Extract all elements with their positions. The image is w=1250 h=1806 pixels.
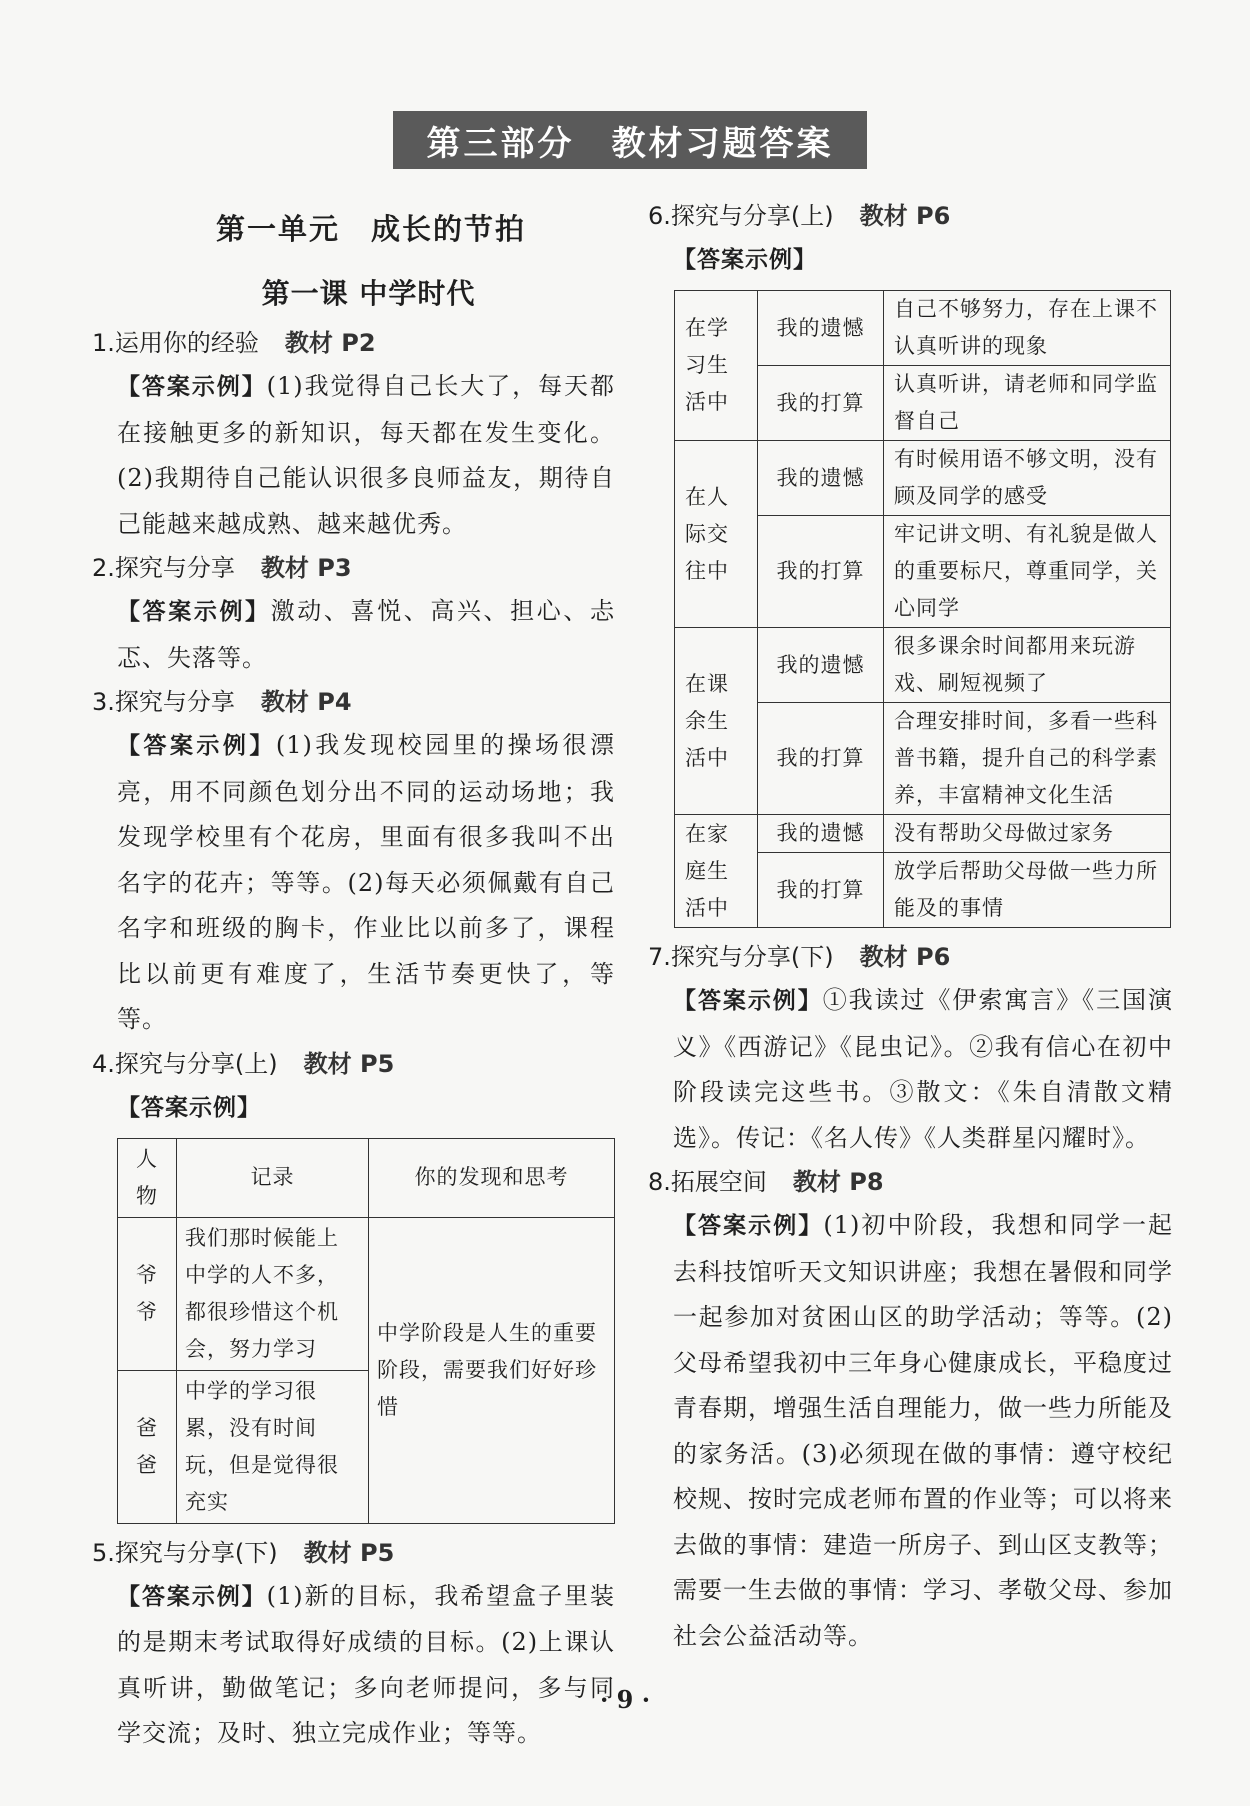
table-cell: 合理安排时间，多看一些科普书籍，提升自己的科学素养，丰富精神文化生活: [884, 703, 1171, 815]
question-title: 6.探究与分享(上): [648, 202, 834, 230]
question-title: 3.探究与分享: [92, 688, 235, 716]
answer-tag: 【答案示例】: [117, 733, 276, 759]
question-title: 4.探究与分享(上): [92, 1049, 278, 1078]
table-cell: 自己不够努力，存在上课不认真听讲的现象: [884, 291, 1171, 366]
table-cell: 我们那时候能上中学的人不多，都很珍惜这个机会，努力学习: [177, 1217, 369, 1370]
table-row: [675, 291, 1171, 366]
answer-text: (1)新的目标，我希望盒子里装的是期末考试取得好成绩的目标。(2)上课认真听讲，勤做笔记；多向老师提问，多与同学交流；及时、独立完成作业；等等。: [117, 1581, 616, 1747]
right-column: [648, 195, 1173, 1659]
table-cell: 认真听讲，请老师和同学监督自己: [884, 366, 1171, 441]
table-cell-area: 在学习生活中: [675, 291, 758, 441]
table-row: [675, 628, 1171, 703]
question-3-answer: [92, 723, 615, 1043]
textbook-reference: 教材 P5: [303, 1538, 395, 1567]
section-header: 第三部分 教材习题答案: [395, 113, 865, 167]
question-7-heading: [648, 936, 1173, 978]
question-8-answer: [648, 1203, 1173, 1659]
question-6-answer-tag: [648, 237, 1173, 282]
question-title: 5.探究与分享(下): [92, 1538, 278, 1567]
unit-title: 第一单元 成长的节拍: [215, 212, 526, 246]
table-cell-label: 我的打算: [758, 703, 884, 815]
table-cell-label: 我的打算: [758, 366, 884, 441]
answer-text: 激动、喜悦、高兴、担心、忐忑、失落等。: [117, 597, 616, 672]
answer-text: (1)我觉得自己长大了，每天都在接触更多的新知识，每天都在发生变化。(2)我期待自己能认识很多良师益友，期待自己能越来越成熟、越来越优秀。: [117, 372, 616, 538]
table-cell: 中学的学习很累，没有时间玩，但是觉得很充实: [177, 1370, 369, 1523]
table-cell-label: 我的遗憾: [758, 441, 884, 516]
table-cell-area: 在家庭生活中: [675, 815, 758, 928]
question-7-answer: [648, 978, 1173, 1161]
left-column: [92, 195, 615, 1757]
question-6-heading: [648, 195, 1173, 237]
table-cell-label: 我的打算: [758, 516, 884, 628]
table-cell-label: 我的遗憾: [758, 291, 884, 366]
question-title: 2.探究与分享: [92, 554, 235, 582]
answer-text: (1)初中阶段，我想和同学一起去科技馆听天文知识讲座；我想在暑假和同学一起参加对贫困山区的助学活动；等等。(2)父母希望我初中三年身心健康成长，平稳度过青春期，增强生活自理能力，做一些力所能及的家务活。(3)必须现在做的事情：遵守校纪校规、按时完成老师布置的作业等；可以将来去做的事情：建造一所房子、到山区支教等；需要一生去做的事情：学习、孝敬父母、参加社会公益活动等。: [673, 1211, 1174, 1650]
question-title: 7.探究与分享(下): [648, 943, 834, 971]
answer-text: ①我读过《伊索寓言》《三国演义》《西游记》《昆虫记》。②我有信心在初中阶段读完这些书。③散文：《朱自清散文精选》。传记：《名人传》《人类群星闪耀时》。: [673, 986, 1174, 1152]
table-row: [118, 1217, 615, 1370]
answer-tag: 【答案示例】: [673, 247, 817, 273]
table-header-cell: 人物: [118, 1138, 177, 1217]
table-row: [675, 815, 1171, 853]
question-1-heading: [92, 322, 615, 364]
answer-text: (1)我发现校园里的操场很漂亮，用不同颜色划分出不同的运动场地；我发现学校里有个花房，里面有很多我叫不出名字的花卉；等等。(2)每天必须佩戴有自己名字和班级的胸卡，作业比以前多了，课程比以前更有难度了，生活节奏更快了，等等。: [117, 731, 615, 1033]
textbook-reference: 教材 P4: [260, 688, 352, 716]
textbook-reference: 教材 P5: [303, 1049, 395, 1078]
question-1-answer: [92, 364, 615, 547]
table-cell-label: 我的遗憾: [758, 815, 884, 853]
answer-tag: 【答案示例】: [117, 374, 267, 400]
table-cell: 牢记讲文明、有礼貌是做人的重要标尺，尊重同学，关心同学: [884, 516, 1171, 628]
table-cell: 没有帮助父母做过家务: [884, 815, 1171, 853]
table-header-row: [118, 1138, 615, 1217]
textbook-reference: 教材 P6: [859, 943, 951, 971]
table-cell: 有时候用语不够文明，没有顾及同学的感受: [884, 441, 1171, 516]
table-cell-area: 在课余生活中: [675, 628, 758, 815]
page-number: · 9 ·: [599, 1685, 651, 1714]
question-8-heading: [648, 1161, 1173, 1203]
answer-tag: 【答案示例】: [673, 1213, 824, 1239]
question-3-heading: [92, 681, 615, 723]
table-row: [675, 441, 1171, 516]
reflection-table: [674, 290, 1171, 928]
table-cell: 爷爷: [118, 1217, 177, 1370]
table-cell-label: 我的打算: [758, 853, 884, 928]
table-cell-label: 我的遗憾: [758, 628, 884, 703]
table-cell: 很多课余时间都用来玩游戏、刷短视频了: [884, 628, 1171, 703]
textbook-reference: 教材 P6: [859, 202, 951, 230]
table-header-cell: 记录: [177, 1138, 369, 1217]
lesson-title: 第一课 中学时代: [261, 277, 476, 310]
question-title: 1.运用你的经验: [92, 329, 259, 357]
table-header-cell: 你的发现和思考: [369, 1138, 615, 1217]
question-4-heading: [92, 1043, 615, 1085]
textbook-reference: 教材 P8: [792, 1168, 884, 1196]
table-cell: 中学阶段是人生的重要阶段，需要我们好好珍惜: [369, 1217, 615, 1523]
question-5-heading: [92, 1532, 615, 1574]
answer-tag: 【答案示例】: [117, 599, 271, 625]
question-2-heading: [92, 547, 615, 589]
textbook-reference: 教材 P3: [260, 554, 352, 582]
table-cell: 爸爸: [118, 1370, 177, 1523]
answer-tag: 【答案示例】: [117, 1583, 267, 1610]
question-4-answer-tag: [92, 1085, 615, 1130]
table-cell-area: 在人际交往中: [675, 441, 758, 628]
question-2-answer: [92, 589, 615, 681]
record-table: [117, 1138, 615, 1524]
table-cell: 放学后帮助父母做一些力所能及的事情: [884, 853, 1171, 928]
textbook-reference: 教材 P2: [284, 329, 376, 357]
question-5-answer: [92, 1574, 615, 1757]
answer-tag: 【答案示例】: [117, 1094, 261, 1121]
question-title: 8.拓展空间: [648, 1168, 767, 1196]
answer-tag: 【答案示例】: [673, 988, 823, 1014]
